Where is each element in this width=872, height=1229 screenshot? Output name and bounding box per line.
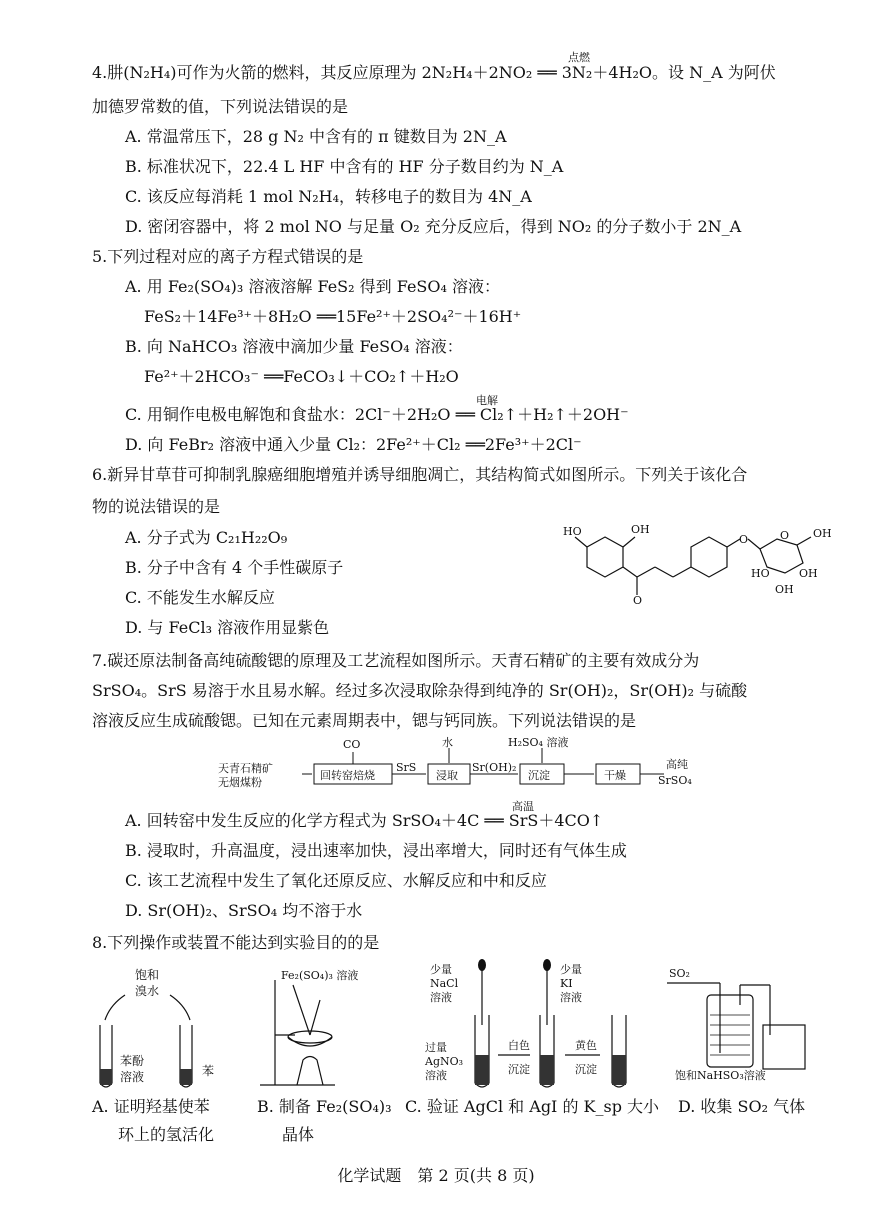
q7-option-d: D. Sr(OH)₂、SrSO₄ 均不溶于水	[125, 901, 363, 920]
q5-option-c: C. 用铜作电极电解饱和食盐水：2Cl⁻＋2H₂O ══ Cl₂↑＋H₂↑＋2OH⁻	[125, 405, 629, 424]
q8-c-excess-1: 过量	[425, 1041, 447, 1054]
q8-c-yellow-1: 黄色	[575, 1039, 597, 1052]
q7-box-kiln: 回转窑焙烧	[320, 769, 375, 782]
q6-label-oh4: OH	[775, 583, 794, 596]
q8-a-right: 苯	[202, 1064, 215, 1078]
q7-output-2: SrSO₄	[658, 774, 692, 787]
q8-apparatus-a	[90, 965, 230, 1095]
q7-option-b: B. 浸取时，升高温度，浸出速率加快，浸出率增大，同时还有气体生成	[125, 841, 627, 860]
q7-box-leach: 浸取	[436, 769, 458, 782]
q6-label-ho2: HO	[751, 567, 770, 580]
q6-line1: 6.新异甘草苷可抑制乳腺癌细胞增殖并诱导细胞凋亡，其结构简式如图所示。下列关于该化合	[92, 465, 748, 484]
q6-label-ho: HO	[563, 525, 582, 538]
q7-a-condition: 高温	[512, 800, 534, 813]
q7-line2: SrSO₄。SrS 易溶于水且易水解。经过多次浸取除杂得到纯净的 Sr(OH)₂，Sr(OH)₂ 与硫酸	[92, 681, 748, 700]
q7-line3: 溶液反应生成硫酸锶。已知在元素周期表中，锶与钙同族。下列说法错误的是	[92, 711, 637, 730]
q8-b-label: Fe₂(SO₄)₃ 溶液	[281, 969, 359, 982]
q8-c-right-2: KI	[560, 977, 573, 990]
q8-apparatus-b	[255, 965, 385, 1095]
q8-c-white-2: 沉淀	[508, 1063, 530, 1076]
q6-option-d: D. 与 FeCl₃ 溶液作用显紫色	[125, 618, 330, 637]
q7-water: 水	[442, 736, 453, 749]
q6-option-a: A. 分子式为 C₂₁H₂₂O₉	[125, 528, 288, 547]
q8-d-solution: 饱和NaHSO₃溶液	[675, 1069, 766, 1082]
q7-line1: 7.碳还原法制备高纯硫酸锶的原理及工艺流程如图所示。天青石精矿的主要有效成分为	[92, 651, 700, 670]
q7-output-1: 高纯	[666, 758, 688, 771]
q8-caption-b: B. 制备 Fe₂(SO₄)₃	[257, 1097, 392, 1116]
q6-label-o-ring: O	[780, 529, 790, 542]
q8-caption-a: A. 证明羟基使苯	[92, 1097, 210, 1116]
q8-caption-d: D. 收集 SO₂ 气体	[678, 1097, 806, 1116]
q7-input-coal: 无烟煤粉	[218, 776, 262, 789]
q5-c-condition: 电解	[476, 394, 498, 407]
q6-label-o2: O	[739, 533, 749, 546]
q6-structure-diagram	[555, 515, 832, 607]
page-footer: 化学试题 第 2 页(共 8 页)	[337, 1166, 535, 1185]
q8-stem: 8.下列操作或装置不能达到实验目的的是	[92, 933, 380, 952]
q6-label-oh2: OH	[813, 527, 832, 540]
q6-label-o1: O	[633, 594, 643, 607]
q8-d-gas: SO₂	[669, 967, 690, 980]
q6-line2: 物的说法错误的是	[92, 497, 221, 516]
q4-option-c: C. 该反应每消耗 1 mol N₂H₄，转移电子的数目为 4N_A	[125, 187, 532, 206]
q8-c-excess-3: 溶液	[425, 1069, 447, 1082]
q7-option-a: A. 回转窑中发生反应的化学方程式为 SrSO₄＋4C ══ SrS＋4CO↑	[125, 811, 604, 830]
q5-option-d: D. 向 FeBr₂ 溶液中通入少量 Cl₂：2Fe²⁺＋Cl₂ ══2Fe³⁺＋2Cl⁻	[125, 435, 582, 454]
q8-a-reagent-2: 溴水	[135, 984, 160, 998]
q8-c-white-1: 白色	[508, 1039, 530, 1052]
q7-sroh: Sr(OH)₂	[472, 761, 517, 774]
q8-c-left-1: 少量	[430, 963, 452, 976]
q8-a-left-2: 溶液	[120, 1070, 145, 1084]
q8-a-left-1: 苯酚	[120, 1054, 145, 1068]
q8-caption-b-2: 晶体	[282, 1125, 315, 1144]
q8-c-left-3: 溶液	[430, 991, 452, 1004]
q8-c-right-3: 溶液	[560, 991, 582, 1004]
q8-c-right-1: 少量	[560, 963, 582, 976]
q4-condition: 点燃	[568, 51, 590, 64]
q8-a-reagent-1: 饱和	[135, 968, 160, 982]
q5-option-b-equation: Fe²⁺＋2HCO₃⁻ ══FeCO₃↓＋CO₂↑＋H₂O	[144, 367, 459, 386]
q4-option-b: B. 标准状况下，22.4 L HF 中含有的 HF 分子数目约为 N_A	[125, 157, 564, 176]
q7-srs: SrS	[396, 761, 417, 774]
q7-box-precip: 沉淀	[528, 769, 550, 782]
q7-acid: H₂SO₄ 溶液	[508, 736, 569, 749]
q8-c-left-2: NaCl	[430, 977, 459, 990]
q4-line1: 4.肼(N₂H₄)可作为火箭的燃料，其反应原理为 2N₂H₄＋2NO₂ ══ 3N₂＋4H₂O。设 N_A 为阿伏	[92, 63, 776, 82]
q5-option-a: A. 用 Fe₂(SO₄)₃ 溶液溶解 FeS₂ 得到 FeSO₄ 溶液：	[125, 277, 501, 296]
q6-label-oh3: OH	[799, 567, 818, 580]
q7-input-ore: 天青石精矿	[218, 762, 273, 775]
q6-option-c: C. 不能发生水解反应	[125, 588, 275, 607]
q8-c-yellow-2: 沉淀	[575, 1063, 597, 1076]
q4-option-d: D. 密闭容器中，将 2 mol NO 与足量 O₂ 充分反应后，得到 NO₂ 的分子数小于 2N_A	[125, 217, 742, 236]
q5-option-a-equation: FeS₂＋14Fe³⁺＋8H₂O ══15Fe²⁺＋2SO₄²⁻＋16H⁺	[144, 307, 522, 326]
q6-option-b: B. 分子中含有 4 个手性碳原子	[125, 558, 344, 577]
q8-caption-c: C. 验证 AgCl 和 AgI 的 K_sp 大小	[405, 1097, 660, 1116]
q7-co: CO	[343, 738, 361, 751]
q5-stem: 5.下列过程对应的离子方程式错误的是	[92, 247, 364, 266]
q8-c-excess-2: AgNO₃	[425, 1055, 464, 1068]
q8-caption-a-2: 环上的氢活化	[118, 1125, 215, 1144]
q5-option-b: B. 向 NaHCO₃ 溶液中滴加少量 FeSO₄ 溶液：	[125, 337, 463, 356]
q8-apparatus-d	[665, 965, 815, 1080]
q8-apparatus-c	[420, 955, 650, 1095]
q4-option-a: A. 常温常压下，28 g N₂ 中含有的 π 键数目为 2N_A	[125, 127, 507, 146]
q7-option-c: C. 该工艺流程中发生了氧化还原反应、水解反应和中和反应	[125, 871, 547, 890]
q7-box-dry: 干燥	[604, 769, 626, 782]
q4-line2: 加德罗常数的值，下列说法错误的是	[92, 97, 349, 116]
q6-label-oh1: OH	[631, 523, 650, 536]
q7-flow-diagram	[218, 738, 698, 798]
